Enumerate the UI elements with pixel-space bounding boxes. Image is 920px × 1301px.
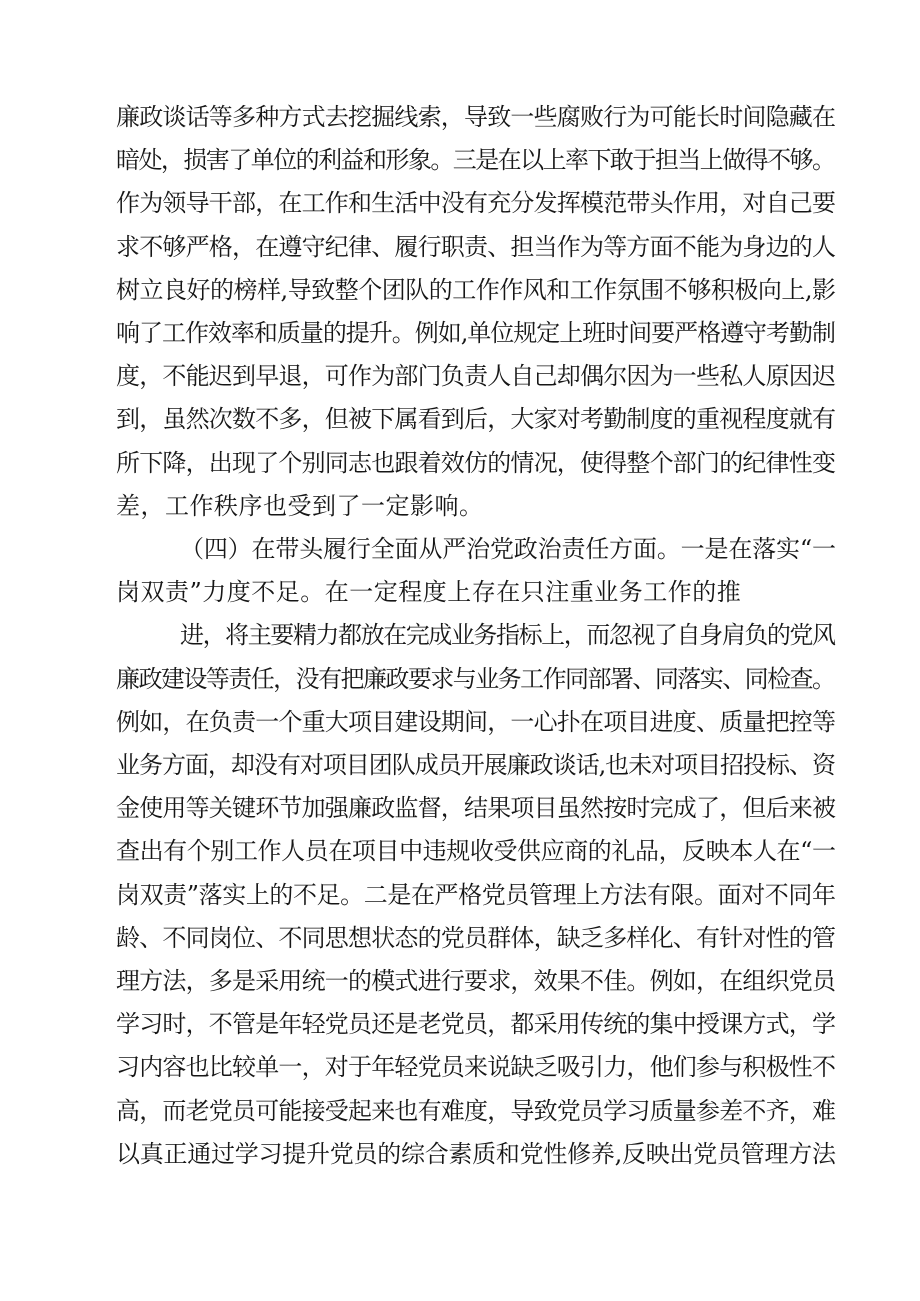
text-line: 龄、不同岗位、不同思想状态的党员群体，缺乏多样化、有针对性的管 [116, 923, 836, 952]
text-line: 差，工作秩序也受到了一定影响。 [116, 491, 484, 520]
text-line: 进，将主要精力都放在完成业务指标上，而忽视了自身肩负的党风 [180, 621, 835, 650]
text-line: 廉政谈话等多种方式去挖掘线索，导致一些腐败行为可能长时间隐藏在 [116, 103, 836, 131]
text-line: 业务方面，却没有对项目团队成员开展廉政谈话,也未对项目招投标、资 [116, 751, 835, 779]
text-line: 例如，在负责一个重大项目建设期间，一心扑在项目进度、质量把控等 [116, 707, 836, 736]
text-line: 岗双责”落实上的不足。二是在严格党员管理上方法有限。面对不同年 [116, 880, 836, 909]
text-line: 金使用等关键环节加强廉政监督，结果项目虽然按时完成了，但后来被 [116, 794, 836, 823]
text-line: 所下降，出现了个别同志也跟着效仿的情况，使得整个部门的纪律性变 [116, 448, 836, 477]
text-line: 响了工作效率和质量的提升。例如,单位规定上班时间要严格遵守考勤制 [116, 319, 835, 347]
text-line: 度，不能迟到早退，可作为部门负责人自己却偶尔因为一些私人原因迟 [116, 362, 836, 391]
text-line: 廉政建设等责任，没有把廉政要求与业务工作同部署、同落实、同检查。 [116, 664, 835, 693]
text-line: 学习时，不管是年轻党员还是老党员，都采用传统的集中授课方式，学 [116, 1010, 836, 1039]
text-line: 岗双责”力度不足。在一定程度上存在只注重业务工作的推 [116, 578, 742, 607]
text-line: （四）在带头履行全面从严治党政治责任方面。一是在落实“一 [180, 535, 836, 563]
text-line: 树立良好的榜样,导致整个团队的工作作风和工作氛围不够积极向上,影 [116, 275, 836, 304]
text-line: 到，虽然次数不多，但被下属看到后，大家对考勤制度的重视程度就有 [116, 405, 836, 434]
text-line: 习内容也比较单一，对于年轻党员来说缺乏吸引力，他们参与积极性不 [116, 1053, 836, 1082]
text-line: 高，而老党员可能接受起来也有难度，导致党员学习质量参差不齐，难 [116, 1096, 836, 1125]
text-line: 暗处，损害了单位的利益和形象。三是在以上率下敢于担当上做得不够。 [116, 146, 835, 175]
text-line: 求不够严格，在遵守纪律、履行职责、担当作为等方面不能为身边的人 [116, 232, 836, 261]
text-line: 理方法，多是采用统一的模式进行要求，效果不佳。例如，在组织党员 [116, 967, 836, 995]
text-line: 以真正通过学习提升党员的综合素质和党性修养,反映出党员管理方法 [116, 1139, 836, 1168]
text-line: 作为领导干部，在工作和生活中没有充分发挥模范带头作用，对自己要 [116, 189, 836, 218]
text-line: 查出有个别工作人员在项目中违规收受供应商的礼品，反映本人在“一 [116, 837, 836, 866]
